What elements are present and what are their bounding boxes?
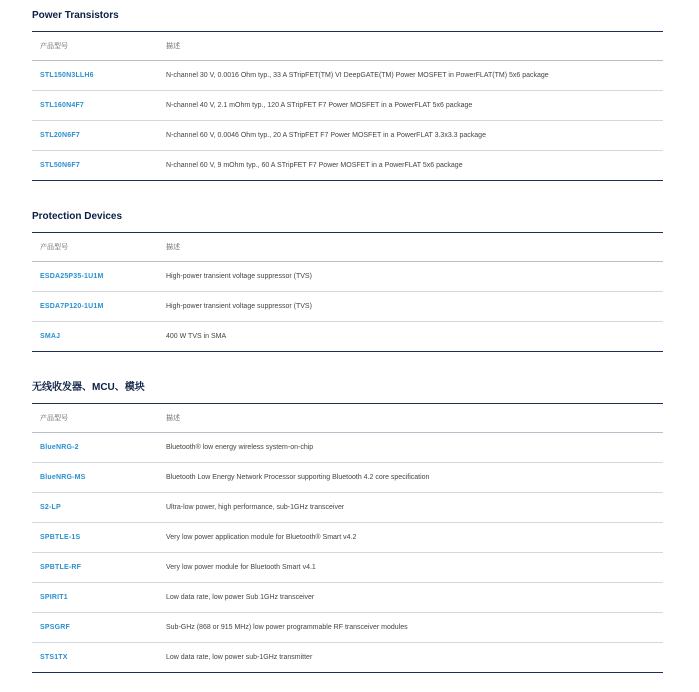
part-number-link[interactable]: STS1TX [40, 654, 68, 661]
part-description: Very low power module for Bluetooth Smart v4.1 [166, 564, 316, 571]
table-row [32, 523, 663, 553]
part-number-link[interactable]: BlueNRG-MS [40, 474, 86, 481]
table-header-row [32, 32, 663, 61]
part-number-link[interactable]: STL20N6F7 [40, 132, 80, 139]
column-header-part-number: 产品型号 [40, 415, 68, 422]
part-description: High-power transient voltage suppressor (TVS) [166, 273, 312, 280]
table-header-row [32, 233, 663, 262]
part-description: Very low power application module for Bluetooth® Smart v4.2 [166, 534, 357, 541]
table-row [32, 433, 663, 463]
part-number-link[interactable]: S2-LP [40, 504, 61, 511]
table-row [32, 292, 663, 322]
column-header-description: 描述 [166, 43, 180, 50]
part-number-link[interactable]: SPSGRF [40, 624, 70, 631]
table-row [32, 151, 663, 181]
table-row [32, 553, 663, 583]
part-description: N-channel 60 V, 0.0046 Ohm typ., 20 A STripFET F7 Power MOSFET in a PowerFLAT 3.3x3.3 package [166, 132, 486, 139]
table-row [32, 91, 663, 121]
part-number-link[interactable]: SMAJ [40, 333, 61, 340]
table-row [32, 121, 663, 151]
section-title: Power Transistors [32, 10, 119, 21]
table-row [32, 583, 663, 613]
section-wireless-transceivers [32, 381, 663, 673]
column-header-description: 描述 [166, 244, 180, 251]
part-number-link[interactable]: SPBTLE-1S [40, 534, 81, 541]
part-description: Bluetooth Low Energy Network Processor supporting Bluetooth 4.2 core specification [166, 474, 430, 481]
section-title: Protection Devices [32, 211, 123, 222]
column-header-description: 描述 [166, 415, 180, 422]
part-description: N-channel 30 V, 0.0016 Ohm typ., 33 A STripFET(TM) VI DeepGATE(TM) Power MOSFET in PowerFLAT(TM) 5x6 package [166, 72, 549, 79]
product-table [32, 31, 663, 181]
table-row [32, 262, 663, 292]
table-header-row [32, 404, 663, 433]
part-number-link[interactable]: STL150N3LLH6 [40, 72, 94, 79]
table-row [32, 463, 663, 493]
part-number-link[interactable]: STL50N6F7 [40, 162, 80, 169]
table-row [32, 61, 663, 91]
part-number-link[interactable]: ESDA25P35-1U1M [40, 273, 104, 280]
table-row [32, 322, 663, 352]
table-row [32, 613, 663, 643]
section-protection-devices [32, 210, 663, 352]
part-description: N-channel 40 V, 2.1 mOhm typ., 120 A STripFET F7 Power MOSFET in a PowerFLAT 5x6 package [166, 102, 473, 109]
part-number-link[interactable]: BlueNRG-2 [40, 444, 79, 451]
part-description: Low data rate, low power Sub 1GHz transceiver [166, 594, 315, 601]
section-power-transistors [32, 9, 663, 181]
product-table [32, 232, 663, 352]
part-description: Low data rate, low power sub-1GHz transmitter [166, 654, 313, 661]
part-description: Bluetooth® low energy wireless system-on-chip [166, 444, 314, 451]
table-row [32, 493, 663, 523]
product-table [32, 403, 663, 673]
part-description: Ultra-low power, high performance, sub-1GHz transceiver [166, 504, 345, 511]
column-header-part-number: 产品型号 [40, 43, 68, 50]
section-title: 无线收发器、MCU、模块 [32, 382, 145, 393]
part-number-link[interactable]: ESDA7P120-1U1M [40, 303, 104, 310]
table-row [32, 643, 663, 673]
part-number-link[interactable]: SPIRIT1 [40, 594, 68, 601]
part-description: High-power transient voltage suppressor (TVS) [166, 303, 312, 310]
part-description: 400 W TVS in SMA [166, 333, 227, 340]
part-description: Sub-GHz (868 or 915 MHz) low power programmable RF transceiver modules [166, 624, 408, 631]
part-number-link[interactable]: SPBTLE-RF [40, 564, 82, 571]
part-description: N-channel 60 V, 9 mOhm typ., 60 A STripFET F7 Power MOSFET in a PowerFLAT 5x6 package [166, 162, 463, 169]
part-number-link[interactable]: STL160N4F7 [40, 102, 85, 109]
column-header-part-number: 产品型号 [40, 244, 68, 251]
